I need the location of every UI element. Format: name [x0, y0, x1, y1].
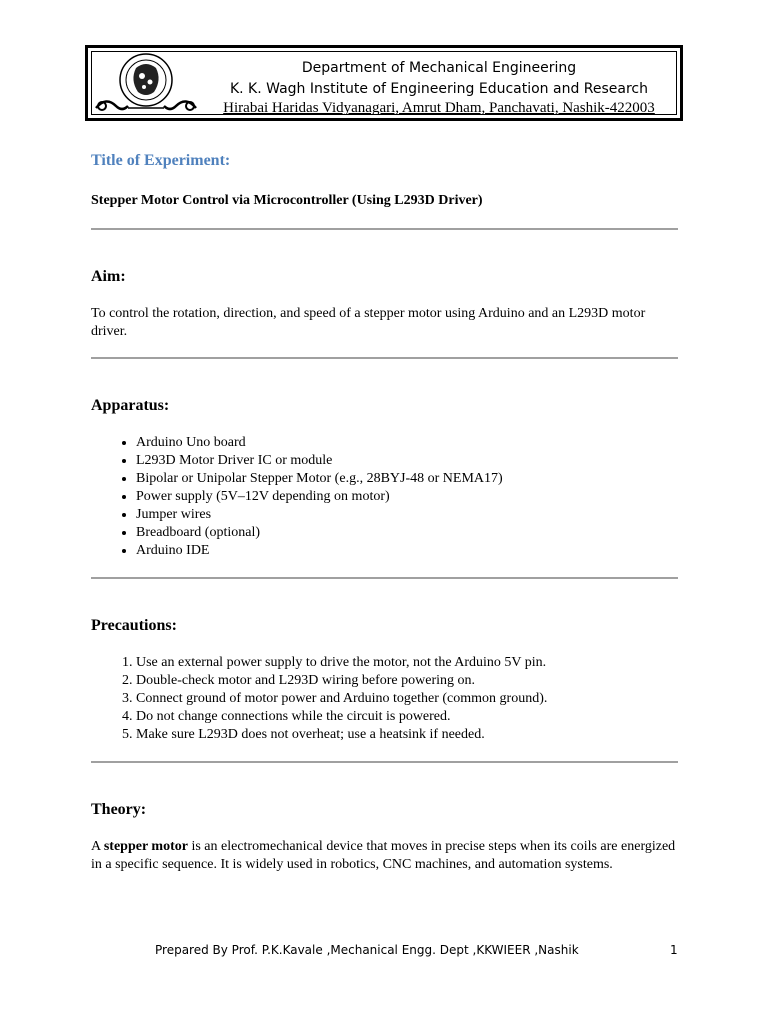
theory-prefix: A [91, 839, 104, 854]
theory-rest: is an electromechanical device that moves in precise steps when its coils are energized in a specific sequence. It is widely used in robotics, CNC machines, and automation systems. [91, 839, 676, 872]
institute-logo [92, 50, 200, 116]
precautions-heading: Precautions: [91, 617, 177, 634]
section-divider [91, 357, 678, 359]
department-name: Department of Mechanical Engineering [301, 60, 577, 76]
list-item: • Bipolar or Unipolar Stepper Motor (e.g., 28BYJ-48 or NEMA17) [136, 470, 503, 488]
list-item: • Arduino IDE [136, 542, 503, 560]
list-item: • Breadboard (optional) [136, 524, 503, 542]
theory-text [91, 838, 681, 874]
apparatus-heading: Apparatus: [91, 397, 170, 414]
list-item: • Power supply (5V–12V depending on motor) [136, 488, 503, 506]
experiment-title: Stepper Motor Control via Microcontroller (Using L293D Driver) [91, 193, 483, 208]
list-item: 5. Make sure L293D does not overheat; use a heatsink if needed. [136, 726, 547, 744]
apparatus-list [91, 434, 503, 560]
list-item: 4. Do not change connections while the circuit is powered. [136, 708, 547, 726]
list-item: 3. Connect ground of motor power and Arduino together (common ground). [136, 690, 547, 708]
institute-address: Hirabai Haridas Vidyanagari, Amrut Dham, Panchavati, Nashik-422003 [223, 100, 655, 116]
page-number: 1 [670, 943, 678, 957]
list-item: 2. Double-check motor and L293D wiring before powering on. [136, 672, 547, 690]
theory-bold-term: stepper motor [103, 839, 188, 854]
institute-name: K. K. Wagh Institute of Engineering Education and Research [229, 81, 649, 97]
aim-text: To control the rotation, direction, and speed of a stepper motor using Arduino and an L293D motor driver. [91, 306, 646, 339]
section-divider [91, 577, 678, 579]
title-of-experiment-label: Title of Experiment: [91, 152, 231, 169]
section-divider [91, 228, 678, 230]
list-item: • Jumper wires [136, 506, 503, 524]
list-item: • Arduino Uno board [136, 434, 503, 452]
section-divider [91, 761, 678, 763]
precautions-list [91, 654, 547, 744]
footer-prepared-by: Prepared By Prof. P.K.Kavale ,Mechanical Engg. Dept ,KKWIEER ,Nashik [155, 943, 579, 957]
list-item: • L293D Motor Driver IC or module [136, 452, 503, 470]
aim-heading: Aim: [91, 268, 126, 285]
list-item: 1. Use an external power supply to drive the motor, not the Arduino 5V pin. [136, 654, 547, 672]
theory-heading: Theory: [91, 801, 147, 818]
